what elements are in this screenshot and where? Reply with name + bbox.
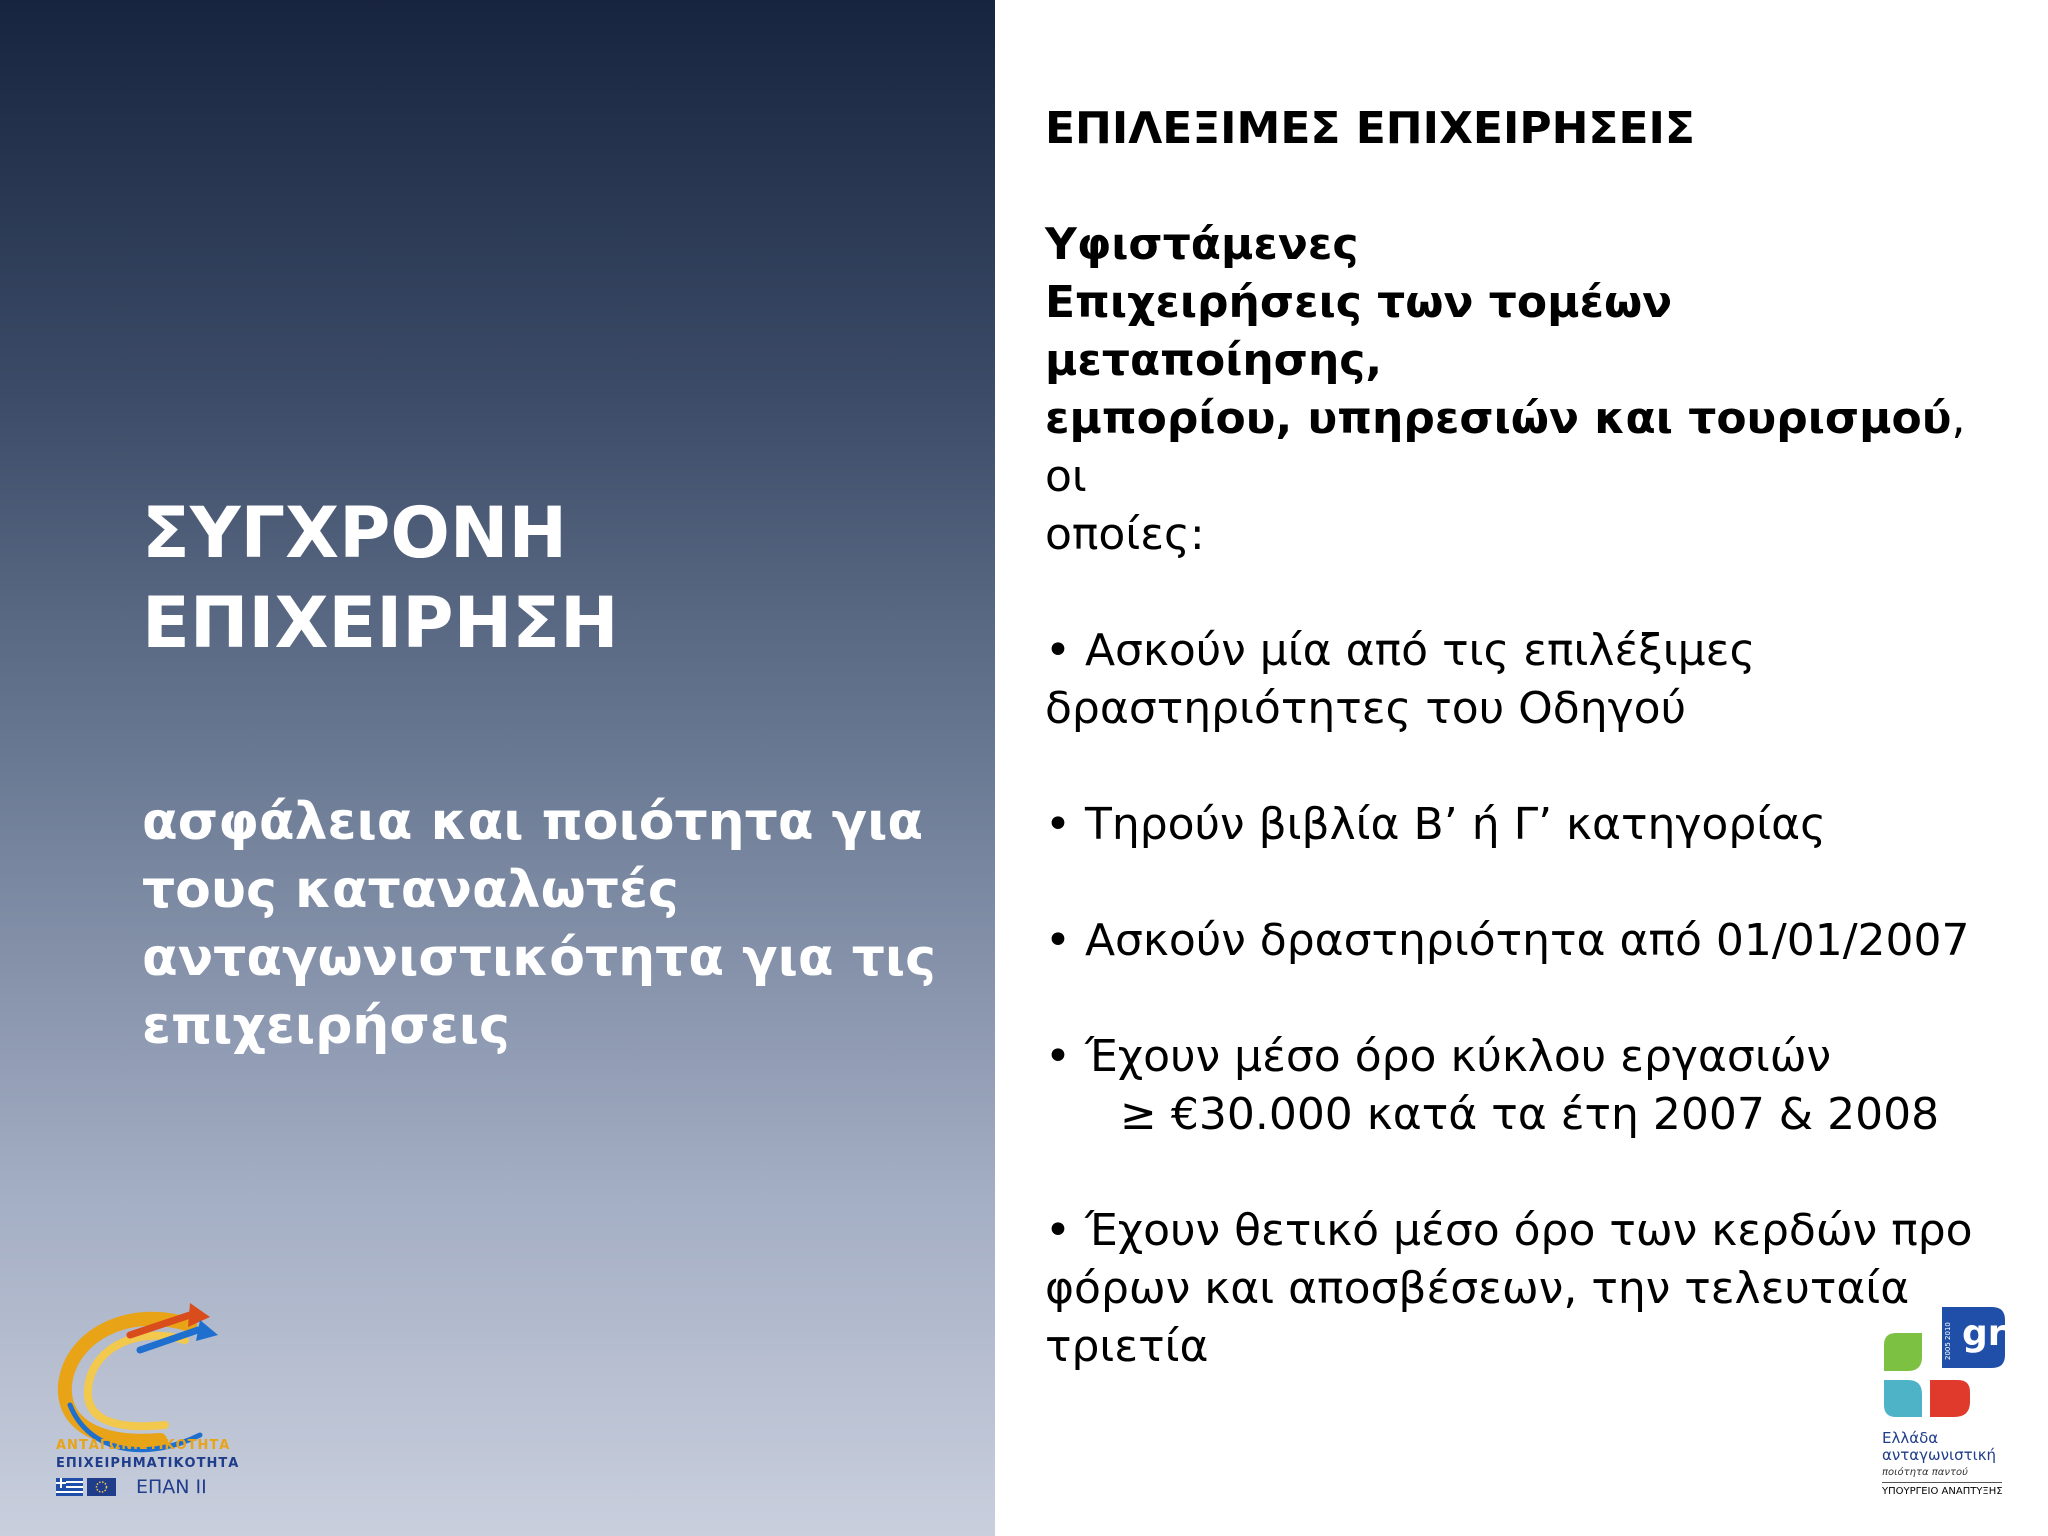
intro-line — [1045, 390, 2005, 506]
content-heading: ΕΠΙΛΕΞΙΜΕΣ ΕΠΙΧΕΙΡΗΣΕΙΣ — [1045, 103, 1695, 154]
bullet-item — [1045, 912, 2005, 970]
logo-text: ΕΠΙΧΕΙΡΗΜΑΤΙΚΟΤΗΤΑ — [56, 1456, 240, 1471]
subtitle-line: τους καταναλωτές — [142, 860, 679, 920]
slide-title-line2: ΕΠΙΧΕΙΡΗΣΗ — [142, 582, 619, 664]
bullet-line: φόρων και αποσβέσεων, την τελευταία — [1045, 1263, 1910, 1314]
bullet-line: • Ασκούν μία από τις επιλέξιμες — [1045, 625, 1756, 676]
logo-divider — [1882, 1482, 2002, 1483]
logo-text: ανταγωνιστική — [1882, 1446, 1997, 1464]
bullet-item — [1045, 796, 2005, 854]
slide-title — [142, 488, 962, 668]
bullet-item — [1045, 622, 2005, 738]
bullet-line: δραστηριότητες του Οδηγού — [1045, 683, 1687, 734]
subtitle-line: επιχειρήσεις — [142, 996, 510, 1056]
competitiveness-logo-icon — [50, 1295, 230, 1505]
intro-paragraph — [1045, 216, 2005, 564]
bullet-line: • Τηρούν βιβλία Β’ ή Γ’ κατηγορίας — [1045, 799, 1826, 850]
content-panel — [1045, 100, 2005, 1434]
logo-text: Ελλάδα — [1882, 1429, 1939, 1447]
intro-line: Υφιστάμενες — [1045, 219, 1359, 270]
bullet-item — [1045, 1028, 2005, 1144]
logo-text: ΥΠΟΥΡΓΕΙΟ ΑΝΑΠΤΥΞΗΣ — [1882, 1486, 2003, 1497]
bullet-line: τριετία — [1045, 1321, 1209, 1372]
greece-eu-flags-icon — [56, 1478, 116, 1496]
intro-line: οποίες: — [1045, 509, 1205, 560]
subtitle-line: ανταγωνιστικότητα για τις — [142, 928, 936, 988]
logo-text: ΑΝΤΑΓΩΝΙΣΤΙΚΟΤΗΤΑ — [56, 1438, 231, 1453]
bullet-line: ≥ €30.000 κατά τα έτη 2007 & 2008 — [1120, 1089, 1940, 1140]
logo-text: ποιότητα παντού — [1882, 1467, 1968, 1478]
intro-line: Επιχειρήσεις των τομέων μεταποίησης, — [1045, 277, 1673, 386]
bullet-line: • Έχουν θετικό μέσο όρο των κερδών προ — [1045, 1205, 1973, 1256]
greece-competitive-logo-icon — [1882, 1305, 2007, 1430]
logo-text: ΕΠΑΝ ΙΙ — [136, 1476, 207, 1498]
bullet-item — [1045, 1202, 2005, 1376]
intro-text: , οι — [1045, 393, 1966, 502]
logo-years-text: 2005 2010 — [1944, 1322, 1952, 1360]
bullet-line: • Ασκούν δραστηριότητα από 01/01/2007 — [1045, 915, 1970, 966]
slide-title-line1: ΣΥΓΧΡΟΝΗ — [142, 492, 568, 574]
intro-bold-text: εμπορίου, υπηρεσιών και τουρισμού — [1045, 393, 1952, 444]
logo-gr-text: gr — [1962, 1313, 2006, 1354]
slide-subtitle — [142, 788, 982, 1060]
subtitle-line: ασφάλεια και ποιότητα για — [142, 792, 924, 852]
bullet-line: • Έχουν μέσο όρο κύκλου εργασιών — [1045, 1031, 1832, 1082]
